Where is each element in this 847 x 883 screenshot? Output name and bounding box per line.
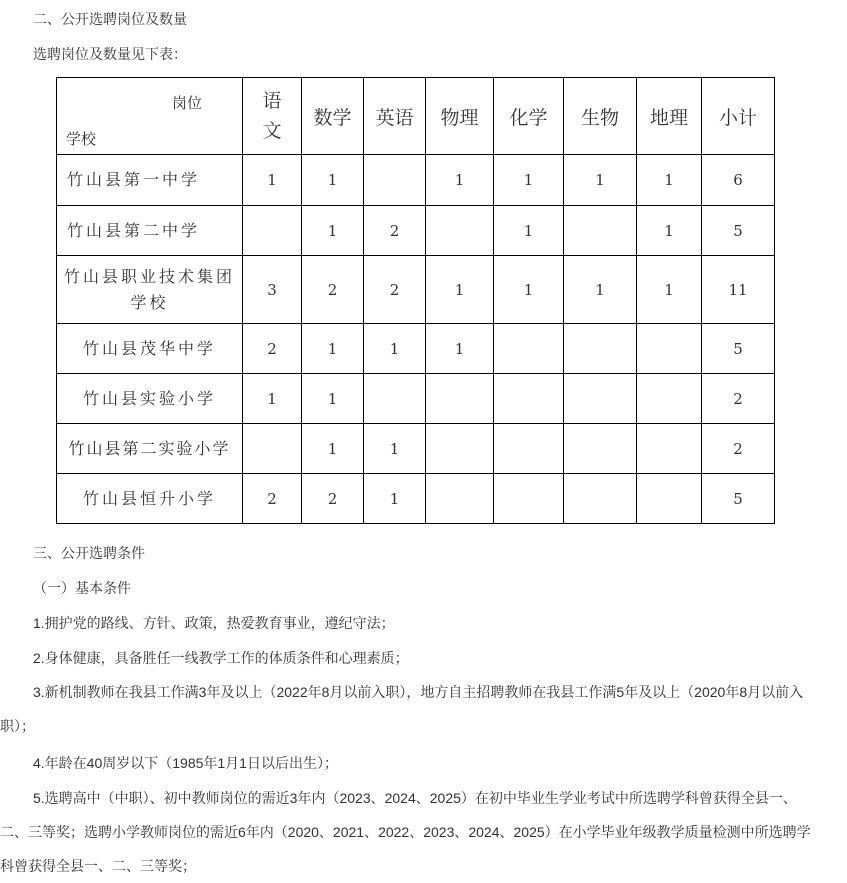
cell-english: 1 — [364, 424, 426, 474]
cell-english: 2 — [364, 256, 426, 324]
header-math: 数学 — [302, 78, 364, 155]
cell-chemistry: 1 — [494, 155, 564, 206]
condition-2: 2.身体健康，具备胜任一线教学工作的体质条件和心理素质； — [33, 650, 409, 666]
header-geography: 地理 — [637, 78, 702, 155]
cell-english — [364, 155, 426, 206]
condition-3 — [0, 675, 830, 743]
header-physics: 物理 — [426, 78, 494, 155]
header-chemistry: 化学 — [494, 78, 564, 155]
condition-5 — [0, 781, 830, 883]
cell-chinese: 1 — [243, 374, 302, 424]
section2-title: 二、公开选聘岗位及数量 — [33, 11, 187, 27]
cell-chemistry — [494, 424, 564, 474]
cell-biology — [564, 474, 637, 524]
cell-biology — [564, 374, 637, 424]
cell-math: 1 — [302, 324, 364, 374]
condition-5-line1: 5.选聘高中（中职）、初中教师岗位的需近3年内（2023、2024、2025）在初中毕业生学业考试中所选聘学科曾获得全县一、 — [33, 790, 797, 806]
cell-geography — [637, 424, 702, 474]
table-row — [57, 155, 775, 206]
condition-3-line2: 职）； — [0, 718, 35, 734]
cell-chemistry: 1 — [494, 206, 564, 256]
condition-1: 1.拥护党的路线、方针、政策，热爱教育事业，遵纪守法； — [33, 615, 395, 631]
cell-math: 1 — [302, 155, 364, 206]
cell-geography: 1 — [637, 256, 702, 324]
cell-subtotal: 2 — [702, 374, 775, 424]
cell-math: 1 — [302, 206, 364, 256]
condition-5-line3: 科曾获得全县一、二、三等奖； — [0, 858, 196, 874]
header-subtotal: 小计 — [702, 78, 775, 155]
school-name-line1: 竹山县职业技术集团 — [63, 266, 235, 286]
table-row — [57, 424, 775, 474]
cell-chinese — [243, 424, 302, 474]
corner-position-label: 岗位 — [171, 94, 202, 112]
table-row — [57, 324, 775, 374]
school-name — [57, 256, 243, 324]
cell-physics — [426, 474, 494, 524]
cell-chemistry — [494, 474, 564, 524]
section3-title: 三、公开选聘条件 — [33, 545, 145, 561]
cell-physics — [426, 374, 494, 424]
cell-biology: 1 — [564, 256, 637, 324]
section2-intro: 选聘岗位及数量见下表： — [33, 46, 187, 62]
header-chinese: 语文 — [243, 78, 302, 155]
corner-school-label: 学校 — [66, 130, 97, 148]
positions-table — [56, 77, 775, 524]
cell-biology — [564, 206, 637, 256]
cell-english: 1 — [364, 474, 426, 524]
table-header-row — [57, 78, 775, 155]
cell-physics — [426, 424, 494, 474]
header-english: 英语 — [364, 78, 426, 155]
cell-chinese: 2 — [243, 324, 302, 374]
cell-geography — [637, 374, 702, 424]
condition-4: 4.年龄在40周岁以下（1985年1月1日以后出生）； — [33, 755, 338, 771]
school-name: 竹山县第二实验小学 — [57, 424, 243, 474]
cell-geography — [637, 474, 702, 524]
school-name-line2: 学校 — [130, 292, 169, 312]
cell-physics: 1 — [426, 256, 494, 324]
cell-chemistry — [494, 324, 564, 374]
cell-chinese — [243, 206, 302, 256]
cell-chemistry: 1 — [494, 256, 564, 324]
cell-biology — [564, 424, 637, 474]
cell-chinese: 2 — [243, 474, 302, 524]
cell-math: 1 — [302, 374, 364, 424]
cell-subtotal: 5 — [702, 474, 775, 524]
cell-subtotal: 5 — [702, 206, 775, 256]
table-row — [57, 256, 775, 324]
condition-3-line1: 3.新机制教师在我县工作满3年及以上（2022年8月以前入职），地方自主招聘教师在我县工作满5年及以上（2020年8月以前入 — [33, 684, 804, 700]
table-corner-cell — [57, 78, 243, 155]
cell-geography: 1 — [637, 206, 702, 256]
cell-biology: 1 — [564, 155, 637, 206]
cell-chinese: 3 — [243, 256, 302, 324]
school-name: 竹山县恒升小学 — [57, 474, 243, 524]
cell-chemistry — [494, 374, 564, 424]
cell-geography: 1 — [637, 155, 702, 206]
cell-chinese: 1 — [243, 155, 302, 206]
school-name: 竹山县实验小学 — [57, 374, 243, 424]
cell-subtotal: 2 — [702, 424, 775, 474]
cell-geography — [637, 324, 702, 374]
condition-5-line2: 二、三等奖；选聘小学教师岗位的需近6年内（2020、2021、2022、2023、2024、2025）在小学毕业年级教学质量检测中所选聘学 — [0, 824, 811, 840]
table-row — [57, 474, 775, 524]
cell-physics — [426, 206, 494, 256]
school-name: 竹山县第二中学 — [57, 206, 243, 256]
school-name: 竹山县茂华中学 — [57, 324, 243, 374]
cell-subtotal: 6 — [702, 155, 775, 206]
cell-math: 2 — [302, 256, 364, 324]
cell-english: 2 — [364, 206, 426, 256]
cell-english: 1 — [364, 324, 426, 374]
header-biology: 生物 — [564, 78, 637, 155]
cell-math: 1 — [302, 424, 364, 474]
cell-physics: 1 — [426, 155, 494, 206]
basic-conditions-title: （一）基本条件 — [33, 580, 131, 596]
table-row — [57, 374, 775, 424]
cell-subtotal: 11 — [702, 256, 775, 324]
cell-physics: 1 — [426, 324, 494, 374]
cell-math: 2 — [302, 474, 364, 524]
cell-biology — [564, 324, 637, 374]
table-row — [57, 206, 775, 256]
cell-subtotal: 5 — [702, 324, 775, 374]
school-name: 竹山县第一中学 — [57, 155, 243, 206]
cell-english — [364, 374, 426, 424]
